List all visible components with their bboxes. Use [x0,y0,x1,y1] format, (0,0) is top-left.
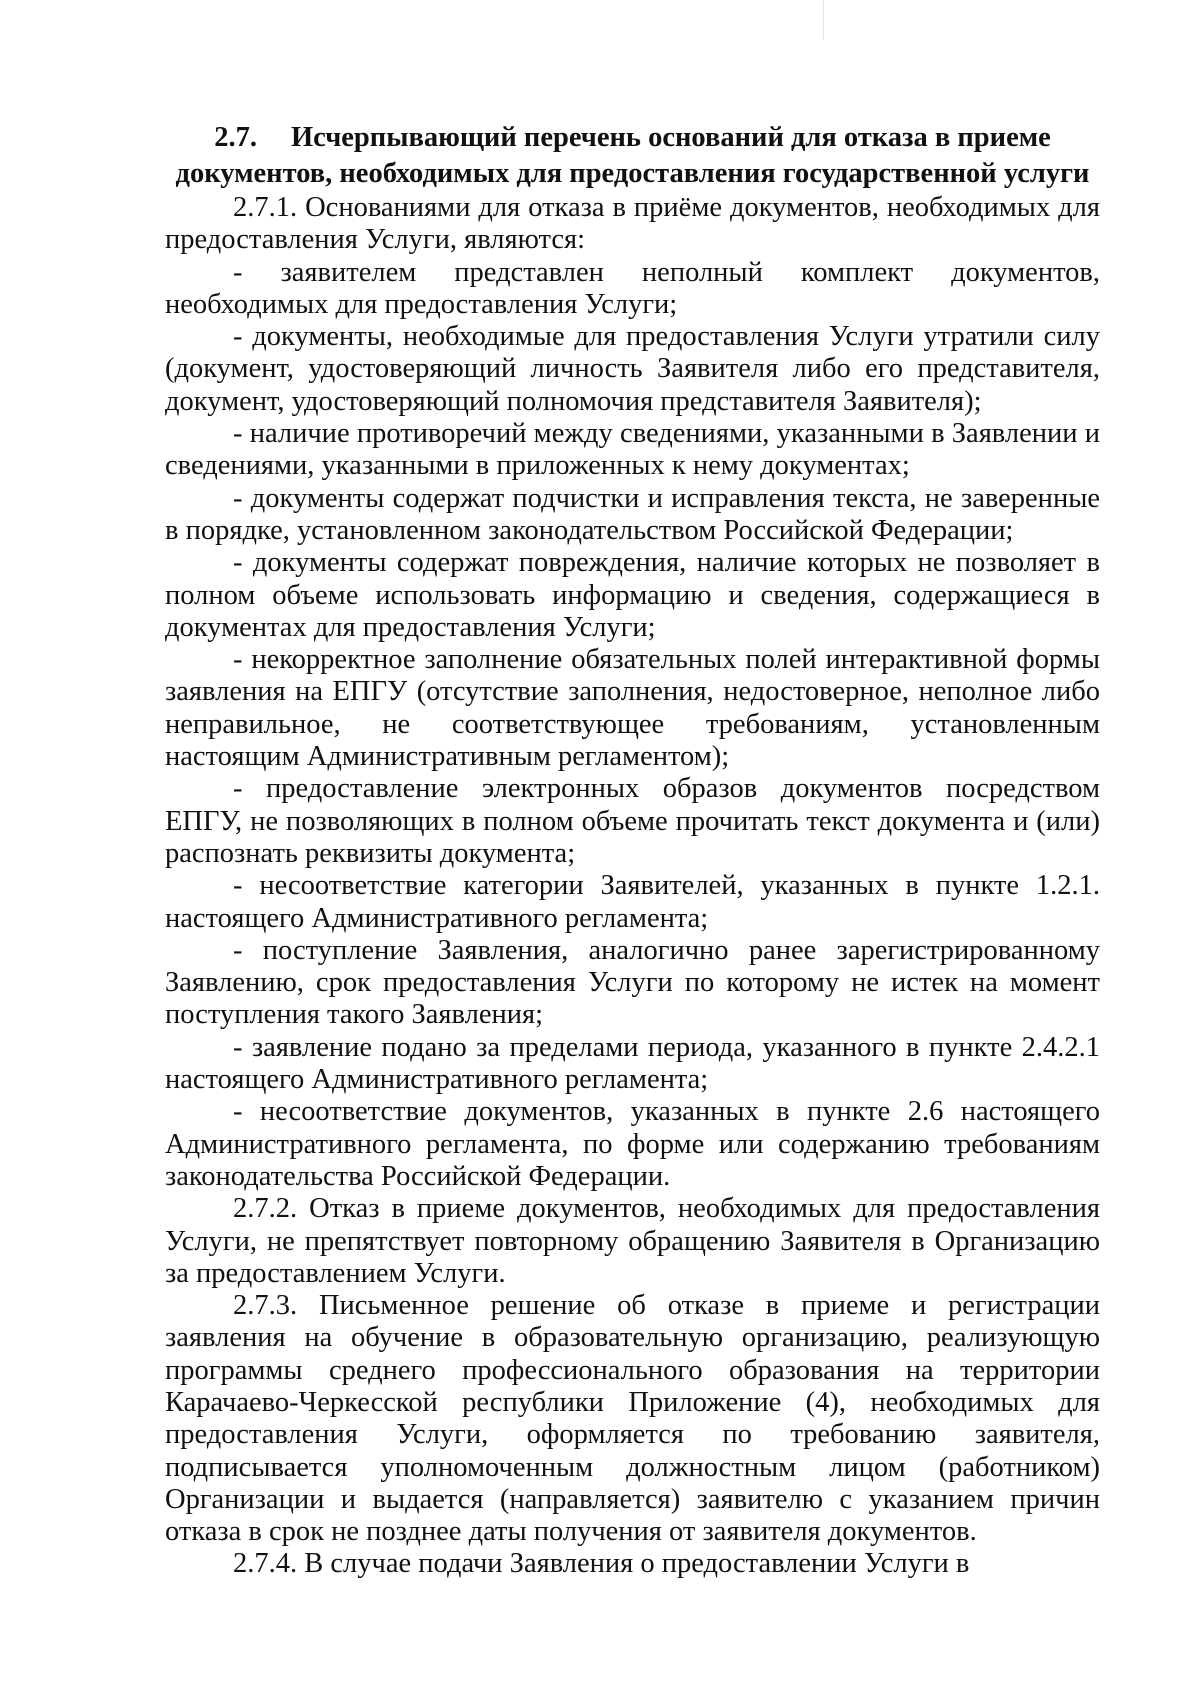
paragraph-2-7-4: 2.7.4. В случае подачи Заявления о предоставлении Услуги в [233,1548,970,1580]
list-item-expired-documents: - документы, необходимые для предоставления Услуги утратили силу (документ, удостоверяющий личность Заявителя либо его представителя, документ, удостоверяющий полномочия представителя Заявителя); [165,321,1100,417]
list-item-incomplete-documents: - заявителем представлен неполный комплект документов, необходимых для предоставления Услуги; [165,256,1100,320]
list-item-documents-mismatch: - несоответствие документов, указанных в пункте 2.6 настоящего Административного регламента, по форме или содержанию требованиям законодательства Российской Федерации. [165,1096,1100,1192]
list-item-outside-period: - заявление подано за пределами периода, указанного в пункте 2.4.2.1 настоящего Административного регламента; [165,1031,1100,1096]
section-title-text: Исчерпывающий перечень оснований для отказа в приеме [290,122,1051,153]
list-item-duplicate-application: - поступление Заявления, аналогично ранее зарегистрированному Заявлению, срок предоставления Услуги по которому не истек на момент поступления такого Заявления; [165,934,1100,1031]
section-title-line-1 [165,120,1100,156]
list-item-erasures: - документы содержат подчистки и исправления текста, не заверенные в порядке, установленном законодательством Российской Федерации; [165,482,1100,546]
list-item-electronic-images: - предоставление электронных образов документов посредством ЕПГУ, не позволяющих в полном объеме прочитать текст документа и (или) распознать реквизиты документа; [165,773,1100,869]
paragraph-2-7-1: 2.7.1. Основаниями для отказа в приёме документов, необходимых для предоставления Услуги, являются: [165,192,1100,256]
scan-artifact [823,0,824,40]
paragraph-2-7-3: 2.7.3. Письменное решение об отказе в приеме и регистрации заявления на обучение в образовательную организацию, реализующую программы среднего профессионального образования на территории Карачаево-Черкесской республики Приложение (4), необходимых для предоставления Услуги, оформляется по требованию заявителя, подписывается уполномоченным должностным лицом (работником) Организации и выдается (направляется) заявителю с указанием причин отказа в срок не позднее даты получения от заявителя документов. [165,1290,1100,1548]
section-title-line-2: документов, необходимых для предоставления государственной услуги [175,158,1090,189]
paragraph-2-7-2: 2.7.2. Отказ в приеме документов, необходимых для предоставления Услуги, не препятствует повторному обращению Заявителя в Организацию за предоставлением Услуги. [165,1193,1100,1289]
section-number: 2.7. [214,122,257,153]
document-body [165,120,1100,1581]
list-item-category-mismatch: - несоответствие категории Заявителей, указанных в пункте 1.2.1. настоящего Административного регламента; [165,870,1100,934]
list-item-incorrect-form: - некорректное заполнение обязательных полей интерактивной формы заявления на ЕПГУ (отсутствие заполнения, недостоверное, неполное либо неправильное, не соответствующее требованиям, установленным настоящим Административным регламентом); [165,644,1100,773]
list-item-damages: - документы содержат повреждения, наличие которых не позволяет в полном объеме использовать информацию и сведения, содержащиеся в документах для предоставления Услуги; [165,547,1100,643]
list-item-contradictions: - наличие противоречий между сведениями, указанными в Заявлении и сведениями, указанными в приложенных к нему документах; [165,418,1100,482]
